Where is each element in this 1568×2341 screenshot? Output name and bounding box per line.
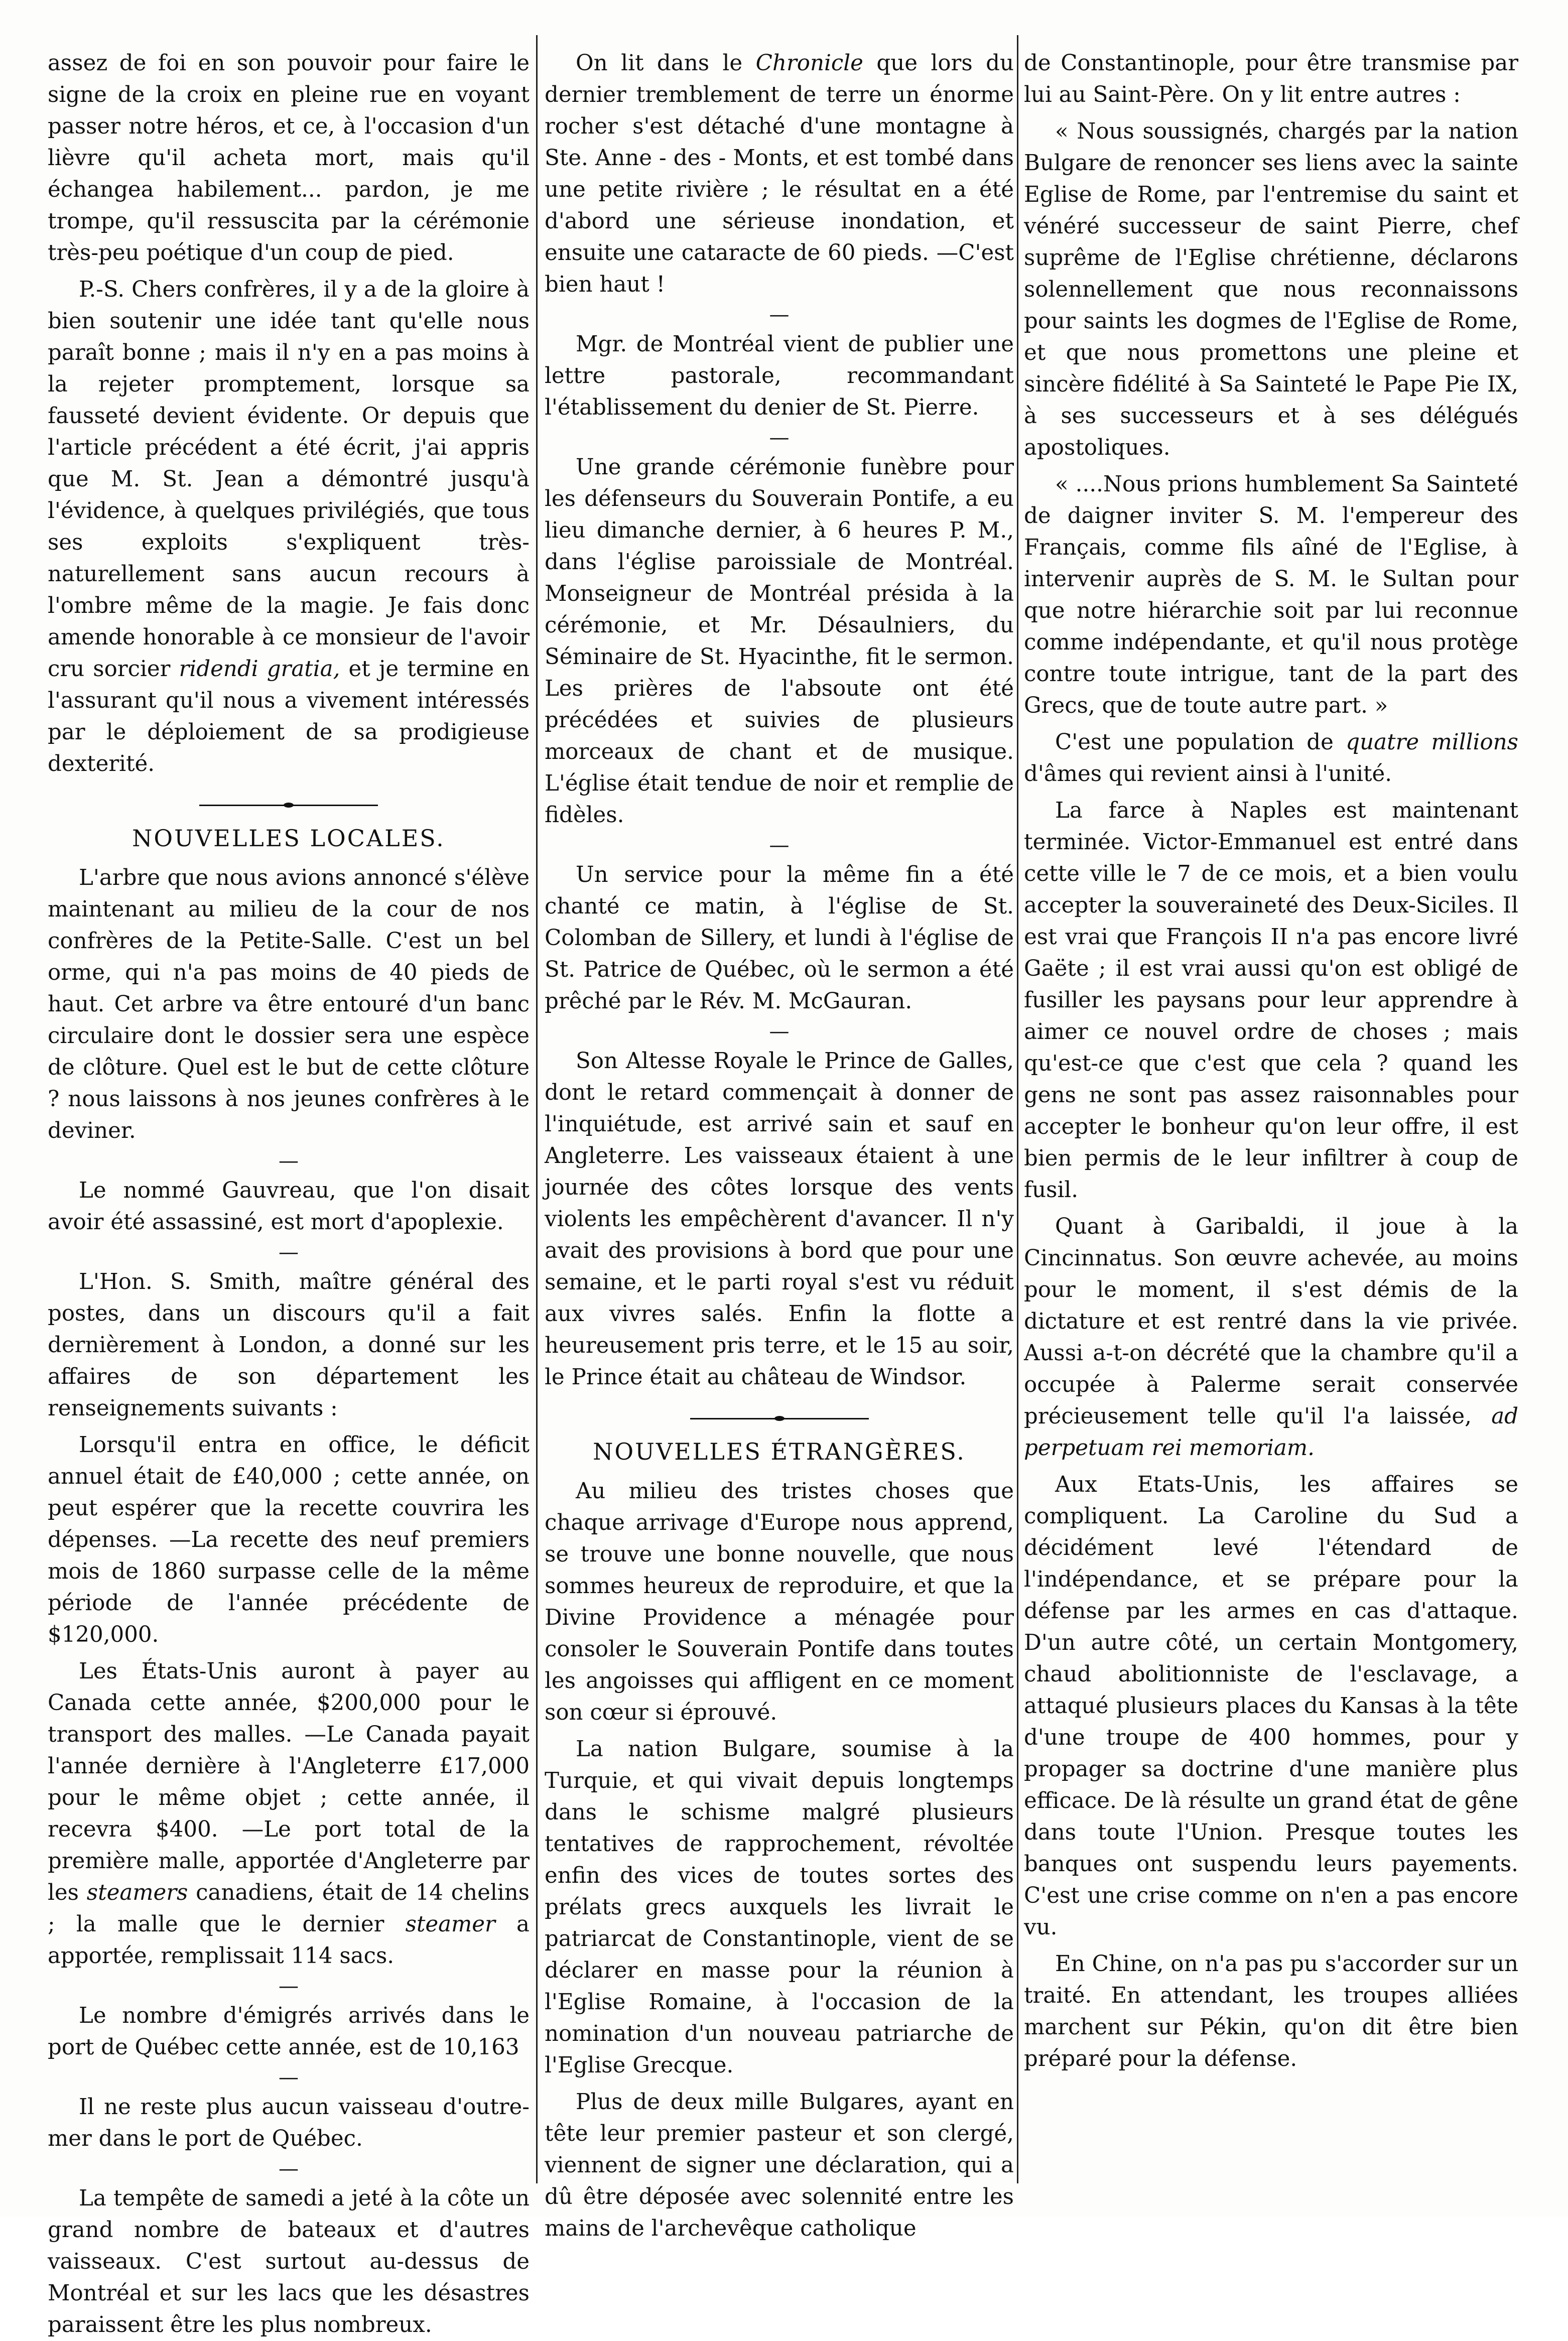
section-divider <box>48 793 530 817</box>
paragraph-population <box>1024 727 1518 790</box>
postscript-text-b: et je termine en l'assurant qu'il nous a vivement intéressés par le déploiement de sa prodigieuse dexterité. <box>48 657 530 776</box>
chronicle-italic: Chronicle <box>755 51 863 76</box>
paragraph-smith: L'Hon. S. Smith, maître général des postes, dans un discours qu'il a fait dernièrement à London, a donné sur les affaires de son département les renseignements suivants : <box>48 1269 530 1421</box>
garibaldi-italic: ad perpetuam rei memoriam. <box>1024 1404 1518 1461</box>
separator-dash: — <box>769 834 790 857</box>
malles-text-a: Les États-Unis auront à payer au Canada cette année, $200,000 pour le transport des malles. —Le Canada payait l'année dernière à l'Angleterre £17,000 pour le même objet ; cette année, il recevra $400. —Le port total de la première malle, apportée d'Angleterre par les <box>48 1659 530 1905</box>
paragraph-naples: La farce à Naples est maintenant terminée. Victor-Emmanuel est entré dans cette ville le 7 de ce mois, et a bien voulu accepter la souveraineté des Deux-Siciles. Il est vrai que François II n'a pas encore livré Gaëte ; il est vrai aussi qu'on est obligé de fusiller les paysans pour leur apprendre à aimer ce nouvel ordre de choses ; mais qu'est-ce que c'est que cela ? quand les gens ne sont pas assez raisonnables pour accepter le bonheur qu'on leur offre, il est bien permis de le leur infiltrer à coup de fusil. <box>1024 798 1518 1203</box>
separator-dash: — <box>769 1020 790 1043</box>
separator-dash: — <box>279 2157 299 2180</box>
paragraph-continued: assez de foi en son pouvoir pour faire le signe de la croix en pleine rue en voyant passer notre héros, et ce, à l'occasion d'un lièvre qu'il acheta mort, mais qu'il échangea habilement... pardon, je me trompe, qu'il ressuscita par la cérémonie très-peu poétique d'un coup de pied. <box>48 51 530 266</box>
malles-text-c: a apportée, remplissait 114 sacs. <box>48 1912 530 1969</box>
garibaldi-text-a: Quant à Garibaldi, il joue à la Cincinnatus. Son œuvre achevée, au moins pour le moment, il s'est démis de la dictature et est rentré dans la vie privée. Aussi a-t-on décrété que la chambre qu'il a occupée à Palerme serait conservée précieusement telle qu'il l'a laissée, <box>1024 1214 1518 1429</box>
paragraph-nation-bulgare: La nation Bulgare, soumise à la Turquie, et qui vivait depuis longtemps dans le schisme malgré plusieurs tentatives de rapprochement, révoltée enfin des vices de toutes sortes des prélats grecs auxquels les livrait le patriarcat de Constantinople, vient de se déclarer en masse pour la réunion à l'Eglise Romaine, à l'occasion de la nomination d'un nouveau patriarche de l'Eglise Grecque. <box>545 1737 1014 2078</box>
paragraph-etats-unis-malles <box>48 1656 530 1972</box>
separator-dash: — <box>769 303 790 326</box>
paragraph-tempete: La tempête de samedi a jeté à la côte un grand nombre de bateaux et d'autres vaisseaux. C'est surtout au-dessus de Montréal et sur les lacs que les désastres paraissent être les plus nombreux. <box>48 2186 530 2337</box>
column-rule <box>1017 35 1018 2183</box>
paragraph-deficit: Lorsqu'il entra en office, le déficit annuel était de £40,000 ; cette année, on peut espérer que la recette couvrira les dépenses. —La recette des neuf premiers mois de 1860 surpasse celle de la même période de l'année précédente de $120,000. <box>48 1433 530 1647</box>
population-italic: quatre millions <box>1346 730 1518 755</box>
paragraph-emigres: Le nombre d'émigrés arrivés dans le port de Québec cette année, est de 10,163 <box>48 2003 530 2060</box>
section-divider <box>545 1406 1014 1430</box>
column-left <box>48 48 530 2337</box>
malles-italic-1: steamers <box>86 1880 188 1905</box>
paragraph-lettre-pastorale: Mgr. de Montréal vient de publier une lettre pastorale, recommandant l'établissement du denier de St. Pierre. <box>545 332 1014 420</box>
separator-dash: — <box>279 1975 299 1998</box>
postscript-text-a: P.-S. Chers confrères, il y a de la gloire à bien soutenir une idée tant qu'elle nous paraît bonne ; mais il n'y en a pas moins à la rejeter promptement, lorsque sa fausseté devient évidente. Or depuis que l'article précédent a été écrit, j'ai appris que M. St. Jean a démontré jusqu'à l'évidence, à quelques privilégiés, que tous ses exploits s'expliquent très-naturellement sans aucun recours à l'ombre même de la magie. Je fais donc amende honorable à ce monsieur de l'avoir cru sorcier <box>48 277 530 682</box>
paragraph-gauvreau: Le nommé Gauvreau, que l'on disait avoir été assassiné, est mort d'apoplexie. <box>48 1178 530 1235</box>
paragraph-service: Un service pour la même fin a été chanté ce matin, à l'église de St. Colomban de Sillery, et lundi à l'église de St. Patrice de Québec, où le sermon a été prêché par le Rév. M. McGauran. <box>545 862 1014 1014</box>
postscript-italic: ridendi gratia, <box>179 657 340 682</box>
paragraph-etats-unis: Aux Etats-Unis, les affaires se compliquent. La Caroline du Sud a décidément levé l'étendard de l'indépendance, et se prépare pour la défense par les armes en cas d'attaque. D'un autre côté, un certain Montgomery, chaud abolitionniste de l'esclavage, a attaqué plusieurs places du Kansas à la tête d'une troupe de 400 hommes, pour y propager sa doctrine d'une manière plus efficace. De là résulte un grand état de gêne dans toute l'Union. Presque toutes les banques ont suspendu leurs payements. C'est une crise comme on n'en a pas encore vu. <box>1024 1472 1518 1940</box>
population-text-b: d'âmes qui revient ainsi à l'unité. <box>1024 761 1392 787</box>
malles-text-b: canadiens, était de 14 chelins ; la malle que le dernier <box>48 1880 530 1937</box>
separator-dash: — <box>279 1149 299 1173</box>
separator-dash: — <box>769 426 790 449</box>
section-heading-locales: NOUVELLES LOCALES. <box>132 825 445 852</box>
column-middle <box>545 48 1014 2241</box>
paragraph-chronicle <box>545 48 1014 301</box>
paragraph-ceremonie-funebre: Une grande cérémonie funèbre pour les défenseurs du Souverain Pontife, a eu lieu dimanche dernier, à 6 heures P. M., dans l'église paroissiale de Montréal. Monseigneur de Montréal présida à la cérémonie, et Mr. Désaulniers, du Séminaire de St. Hyacinthe, fit le sermon. Les prières de l'absoute ont été précédées et suivies de plusieurs morceaux de chant et de musique. L'église était tendue de noir et remplie de fidèles. <box>545 455 1014 828</box>
separator-dash: — <box>279 1241 299 1264</box>
paragraph-bonne-nouvelle: Au milieu des tristes choses que chaque arrivage d'Europe nous apprend, se trouve une bonne nouvelle, que nous sommes heureux de reproduire, et que la Divine Providence a ménagée pour consoler le Souverain Pontife dans toutes les angoisses qui affligent en ce moment son cœur si éprouvé. <box>545 1479 1014 1725</box>
paragraph-deux-mille-bulgares: Plus de deux mille Bulgares, ayant en tête leur premier pasteur et son clergé, viennent de signer une déclaration, qui a dû être déposée avec solennité entre les mains de l'archevêque catholique <box>545 2090 1014 2241</box>
paragraph-postscript <box>48 274 530 780</box>
chronicle-text-b: que lors du dernier tremblement de terre un énorme rocher s'est détaché d'une montagne à Ste. Anne - des - Monts, et est tombé dans une petite rivière ; le résultat en a été d'abord une sérieuse inondation, et ensuite une cataracte de 60 pieds. —C'est bien haut ! <box>545 51 1014 297</box>
section-heading-etrangeres: NOUVELLES ÉTRANGÈRES. <box>593 1438 966 1465</box>
paragraph-arbre: L'arbre que nous avions annoncé s'élève maintenant au milieu de la cour de nos confrères de la Petite-Salle. C'est un bel orme, qui n'a pas moins de 40 pieds de haut. Cet arbre va être entouré d'un banc circulaire dont le dossier sera une espèce de clôture. Quel est le but de cette clôture ? nous laissons à nos jeunes confrères à le deviner. <box>48 865 530 1143</box>
chronicle-text-a: On lit dans le <box>576 51 756 76</box>
population-text-a: C'est une population de <box>1055 730 1346 755</box>
separator-dash: — <box>279 2066 299 2089</box>
column-rule <box>536 35 538 2183</box>
malles-italic-2: steamer <box>405 1912 495 1937</box>
paragraph-vaisseau: Il ne reste plus aucun vaisseau d'outre-mer dans le port de Québec. <box>48 2095 530 2151</box>
paragraph-continued: de Constantinople, pour être transmise par lui au Saint-Père. On y lit entre autres : <box>1024 51 1518 107</box>
paragraph-priere: « ....Nous prions humblement Sa Sainteté de daigner inviter S. M. l'empereur des Français, comme fils aîné de l'Eglise, à intervenir auprès de S. M. le Sultan pour que notre hiérarchie soit par lui reconnue comme indépendante, et qu'il nous protège contre toute intrigue, tant de la part des Grecs, que de toute autre part. » <box>1024 472 1518 718</box>
paragraph-declaration: « Nous soussignés, chargés par la nation Bulgare de renoncer ses liens avec la sainte Eglise de Rome, par l'entremise du saint et vénéré successeur de saint Pierre, chef suprême de l'Eglise chrétienne, déclarons solennellement que nous reconnaissons pour saints les dogmes de l'Eglise de Rome, et que nous promettons une pleine et sincère fidélité à Sa Sainteté le Pape Pie IX, à ses successeurs et à ses délégués apostoliques. <box>1024 119 1518 460</box>
paragraph-garibaldi <box>1024 1211 1518 1464</box>
column-right <box>1024 48 1518 2176</box>
paragraph-chine: En Chine, on n'a pas pu s'accorder sur un traité. En attendant, les troupes alliées marchent sur Pékin, qu'on dit être bien préparé pour la défense. <box>1024 1952 1518 2071</box>
paragraph-prince-galles: Son Altesse Royale le Prince de Galles, dont le retard commençait à donner de l'inquiétude, est arrivé sain et sauf en Angleterre. Les vaisseaux étaient à une journée des côtes lorsque des vents violents les empêchèrent d'avancer. Il n'y avait des provisions à bord que pour une semaine, et le parti royal s'est vu réduit aux vivres salés. Enfin la flotte a heureusement pris terre, et le 15 au soir, le Prince était au château de Windsor. <box>545 1049 1014 1390</box>
